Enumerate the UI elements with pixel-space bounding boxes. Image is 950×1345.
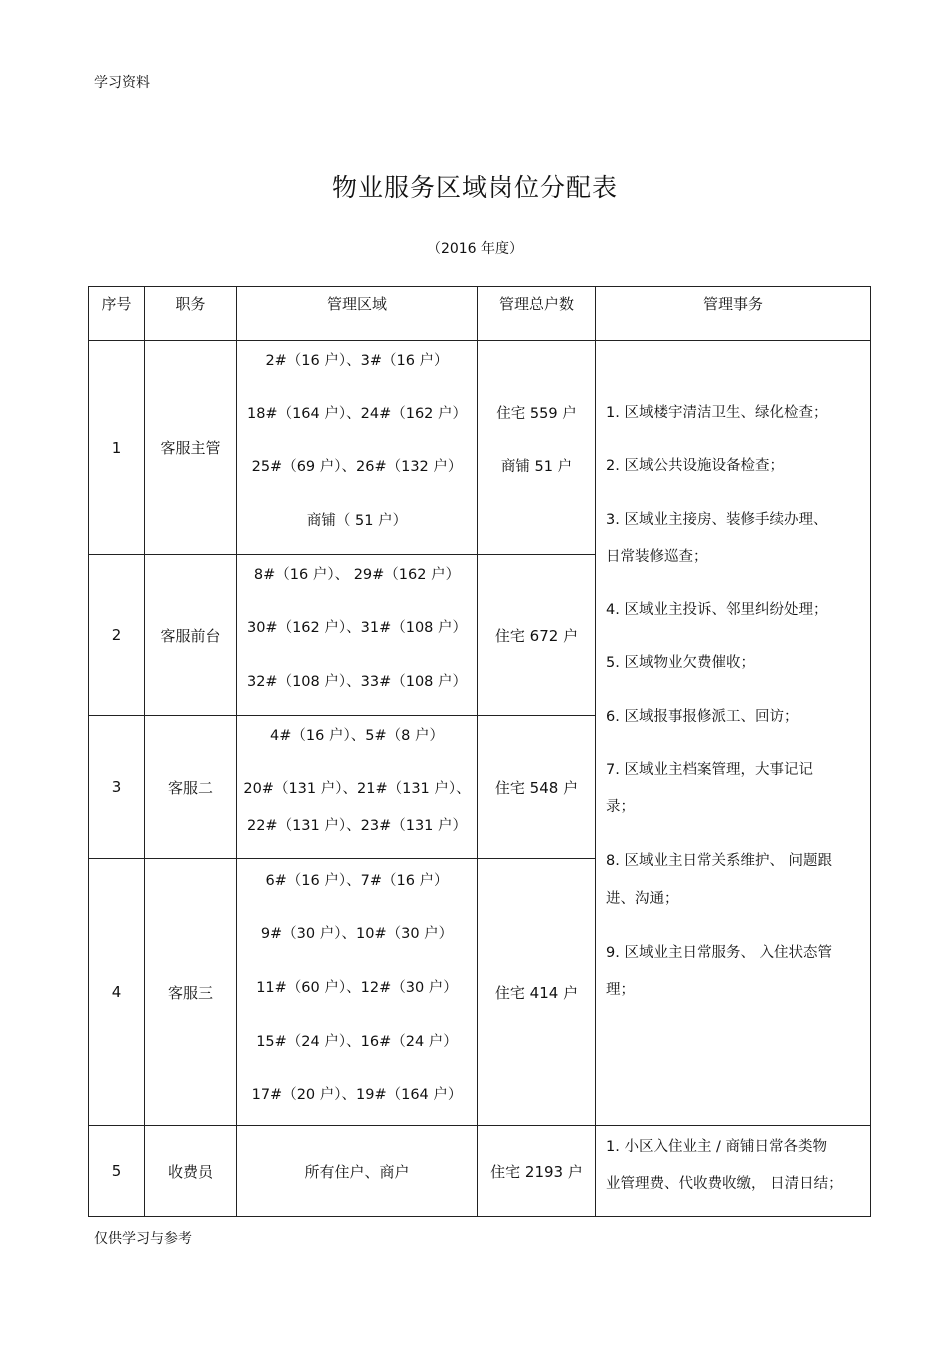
row3-no: 3 [88,715,145,859]
area-line: 22#（131 户）、23#（131 户） [246,818,468,834]
page-footer-text: 仅供学习与参考 [94,1231,192,1247]
row2-households: 住宅 672 户 [477,554,596,716]
area-line: 4#（16 户）、5#（8 户） [270,728,444,744]
duty-line: 3. 区域业主接房、装修手续办理、 [606,512,828,528]
duty-line: 理； [606,982,635,998]
households-line: 住宅 559 户 [496,406,577,422]
row5-no: 5 [88,1125,145,1217]
shared-duties [595,340,871,1126]
households-line: 商铺 51 户 [500,459,573,475]
header-area: 管理区域 [236,286,478,341]
duty-line: 1. 区域楼宇清洁卫生、绿化检查； [606,405,828,421]
duty-line: 进、沟通； [606,891,679,907]
row4-households: 住宅 414 户 [477,858,596,1126]
duty-line: 8. 区域业主日常关系维护、 问题跟 [606,853,833,869]
duty-line: 2. 区域公共设施设备检查； [606,458,784,474]
header-duties: 管理事务 [595,286,871,341]
header-role: 职务 [144,286,237,341]
row1-no: 1 [88,340,145,555]
row2-role: 客服前台 [144,554,237,716]
area-line: 20#（131 户）、21#（131 户）、 [243,781,471,797]
row5-role: 收费员 [144,1125,237,1217]
row5-areas: 所有住户、商户 [236,1125,478,1217]
area-line: 18#（164 户）、24#（162 户） [246,406,468,422]
area-line: 30#（162 户）、31#（108 户） [246,620,468,636]
duty-line: 日常装修巡查； [606,549,708,565]
area-line: 17#（20 户）、19#（164 户） [251,1087,463,1103]
header-households: 管理总户数 [477,286,596,341]
duty-line: 9. 区域业主日常服务、 入住状态管 [606,945,833,961]
area-line: 2#（16 户）、3#（16 户） [265,353,449,369]
duty-line: 7. 区域业主档案管理，大事记记 [606,762,813,778]
area-line: 商铺（ 51 户） [306,513,408,529]
duty-line: 5. 区域物业欠费催收； [606,655,755,671]
area-line: 15#（24 户）、16#（24 户） [256,1034,458,1050]
row3-areas [236,715,478,859]
row1-households [477,340,596,555]
row2-no: 2 [88,554,145,716]
header-no: 序号 [88,286,145,341]
page-header-text: 学习资料 [94,75,150,91]
row1-areas [236,340,478,555]
row5-duties [595,1125,871,1217]
area-line: 32#（108 户）、33#（108 户） [246,674,468,690]
row4-no: 4 [88,858,145,1126]
row4-areas [236,858,478,1126]
row2-areas [236,554,478,716]
area-line: 9#（30 户）、10#（30 户） [260,926,454,942]
area-line: 6#（16 户）、7#（16 户） [265,873,449,889]
row4-role: 客服三 [144,858,237,1126]
duty-line: 录； [606,799,635,815]
document-subtitle: （2016 年度） [426,241,524,257]
row5-households: 住宅 2193 户 [477,1125,596,1217]
document-title: 物业服务区域岗位分配表 [331,173,618,202]
area-line: 11#（60 户）、12#（30 户） [256,980,458,996]
row3-role: 客服二 [144,715,237,859]
row1-role: 客服主管 [144,340,237,555]
duty-line: 4. 区域业主投诉、邻里纠纷处理； [606,602,828,618]
area-line: 8#（16 户）、 29#（162 户） [253,567,461,583]
row3-households: 住宅 548 户 [477,715,596,859]
area-line: 25#（69 户）、26#（132 户） [251,459,463,475]
duty-line: 6. 区域报事报修派工、回访； [606,709,799,725]
duty-line: 业管理费、代收费收缴， 日清日结； [606,1176,843,1192]
duty-line: 1. 小区入住业主 / 商铺日常各类物 [606,1139,828,1155]
